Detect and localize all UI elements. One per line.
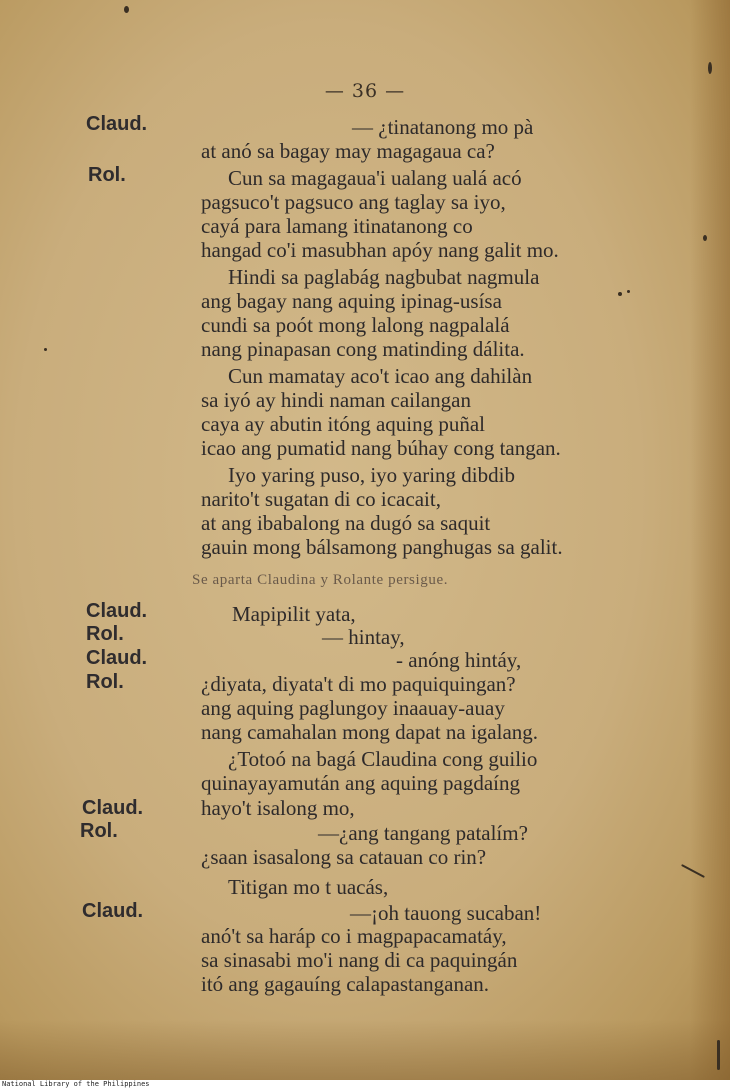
speaker-label: Rol. (88, 164, 126, 186)
ink-speck (627, 290, 630, 293)
verse-line: sa sinasabi mo'i nang di ca paquingán (201, 948, 518, 972)
verse-line: ¿Totoó na bagá Claudina cong guilio (228, 747, 538, 771)
ink-speck (618, 292, 622, 296)
library-credit: National Library of the Philippines (2, 1080, 150, 1088)
verse-line: ang bagay nang aquing ipinag-usísa (201, 289, 502, 313)
ink-speck (44, 348, 47, 351)
ink-speck (717, 1040, 720, 1070)
speaker-label: Rol. (86, 623, 124, 645)
verse-line: —¡oh tauong sucaban! (350, 901, 542, 925)
speaker-label: Claud. (86, 113, 148, 135)
verse-line: sa iyó ay hindi naman cailangan (201, 388, 471, 412)
stage-direction: Se aparta Claudina y Rolante persigue. (192, 572, 449, 588)
speaker-label: Claud. (86, 647, 148, 669)
verse-line: anó't sa haráp co i magpapacamatáy, (201, 924, 507, 948)
speaker-label: Claud. (82, 900, 144, 922)
verse-line: cundi sa poót mong lalong nagpalalá (201, 313, 510, 337)
verse-line: nang pinapasan cong matinding dálita. (201, 337, 525, 361)
speaker-label: Claud. (82, 797, 144, 819)
ink-speck (124, 6, 129, 13)
verse-line: Hindi sa paglabág nagbubat nagmula (228, 265, 540, 289)
speaker-label: Rol. (80, 820, 118, 842)
verse-line: narito't sugatan di co icacait, (201, 487, 441, 511)
verse-line: - anóng hintáy, (396, 648, 522, 672)
verse-line: Iyo yaring puso, iyo yaring dibdib (228, 463, 515, 487)
ink-speck (703, 235, 707, 241)
page-number: — 36 — (324, 80, 406, 102)
verse-line: hangad co'i masubhan apóy nang galit mo. (201, 238, 559, 262)
verse-line: — ¿tinatanong mo pà (352, 115, 534, 139)
verse-line: at anó sa bagay may magagaua ca? (201, 139, 495, 163)
verse-line: ¿diyata, diyata't di mo paquiquingan? (201, 672, 516, 696)
page-edge-shadow (690, 0, 730, 1080)
verse-line: itó ang gagauíng calapastanganan. (201, 972, 490, 996)
verse-line: at ang ibabalong na dugó sa saquit (201, 511, 491, 535)
verse-line: Cun mamatay aco't icao ang dahilàn (228, 364, 533, 388)
verse-line: icao ang pumatid nang búhay cong tangan. (201, 436, 561, 460)
verse-line: —¿ang tangang patalím? (318, 821, 528, 845)
verse-line: Mapipilit yata, (232, 602, 356, 626)
ink-speck (708, 62, 712, 74)
verse-line: — hintay, (322, 625, 405, 649)
verse-line: Titigan mo t uacás, (228, 875, 389, 899)
verse-line: nang camahalan mong dapat na igalang. (201, 720, 539, 744)
verse-line: pagsuco't pagsuco ang taglay sa iyo, (201, 190, 506, 214)
page-bottom-shadow (0, 1020, 730, 1080)
speaker-label: Rol. (86, 671, 124, 693)
verse-line: gauin mong bálsamong panghugas sa galit. (201, 535, 563, 559)
verse-line: caya ay abutin itóng aquing puñal (201, 412, 486, 436)
verse-line: cayá para lamang itinatanong co (201, 214, 473, 238)
verse-line: hayo't isalong mo, (201, 796, 355, 820)
verse-line: ¿saan isasalong sa catauan co rin? (201, 845, 487, 869)
speaker-label: Claud. (86, 600, 148, 622)
verse-line: quinayayamután ang aquing pagdaíng (201, 771, 520, 795)
verse-line: ang aquing paglungoy inaauay-auay (201, 696, 505, 720)
verse-line: Cun sa magagaua'i ualang ualá acó (228, 166, 522, 190)
